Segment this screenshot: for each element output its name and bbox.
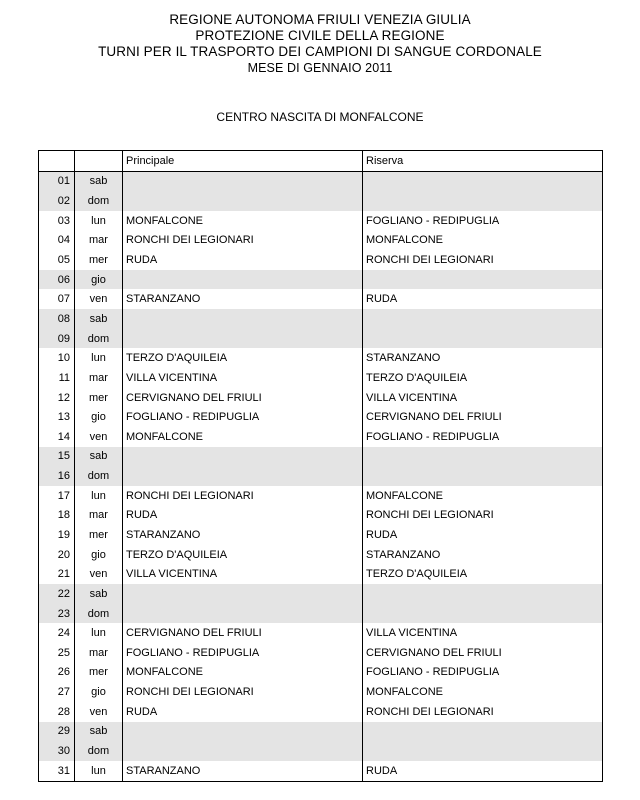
- table-row: [39, 309, 603, 329]
- table-row: [39, 663, 603, 683]
- principale-cell: CERVIGNANO DEL FRIULI: [123, 623, 363, 643]
- principale-cell: MONFALCONE: [123, 211, 363, 231]
- day-number-cell: 22: [39, 584, 75, 604]
- principale-cell: [123, 270, 363, 290]
- weekday-cell: mer: [75, 525, 123, 545]
- table-row: [39, 545, 603, 565]
- day-number-cell: 30: [39, 741, 75, 761]
- principale-cell: RUDA: [123, 702, 363, 722]
- table-row: [39, 584, 603, 604]
- riserva-cell: [363, 270, 603, 290]
- riserva-cell: RUDA: [363, 525, 603, 545]
- riserva-cell: MONFALCONE: [363, 682, 603, 702]
- table-row: [39, 741, 603, 761]
- weekday-cell: ven: [75, 702, 123, 722]
- principale-cell: MONFALCONE: [123, 427, 363, 447]
- riserva-cell: STARANZANO: [363, 545, 603, 565]
- riserva-cell: [363, 329, 603, 349]
- riserva-cell: [363, 604, 603, 624]
- day-number-cell: 07: [39, 289, 75, 309]
- weekday-cell: sab: [75, 584, 123, 604]
- document-title: TURNI PER IL TRASPORTO DEI CAMPIONI DI SANGUE CORDONALE: [98, 44, 542, 59]
- weekday-cell: lun: [75, 348, 123, 368]
- day-number-cell: 08: [39, 309, 75, 329]
- table-row: [39, 368, 603, 388]
- principale-cell: RUDA: [123, 250, 363, 270]
- table-row: [39, 407, 603, 427]
- day-number-cell: 29: [39, 722, 75, 742]
- principale-cell: FOGLIANO - REDIPUGLIA: [123, 643, 363, 663]
- principale-cell: RONCHI DEI LEGIONARI: [123, 682, 363, 702]
- principale-cell: [123, 722, 363, 742]
- principale-cell: [123, 466, 363, 486]
- riserva-cell: [363, 447, 603, 467]
- weekday-cell: ven: [75, 289, 123, 309]
- table-row: [39, 702, 603, 722]
- principale-cell: VILLA VICENTINA: [123, 564, 363, 584]
- principale-cell: [123, 329, 363, 349]
- day-number-cell: 04: [39, 231, 75, 251]
- table-row: [39, 270, 603, 290]
- table-row: [39, 525, 603, 545]
- riserva-cell: MONFALCONE: [363, 486, 603, 506]
- month-title: MESE DI GENNAIO 2011: [247, 61, 393, 75]
- weekday-cell: mar: [75, 506, 123, 526]
- riserva-cell: [363, 722, 603, 742]
- weekday-cell: mer: [75, 250, 123, 270]
- riserva-cell: [363, 741, 603, 761]
- principale-cell: MONFALCONE: [123, 663, 363, 683]
- weekday-cell: sab: [75, 309, 123, 329]
- riserva-cell: CERVIGNANO DEL FRIULI: [363, 643, 603, 663]
- table-row: [39, 447, 603, 467]
- principale-cell: TERZO D'AQUILEIA: [123, 545, 363, 565]
- day-number-cell: 15: [39, 447, 75, 467]
- principale-cell: FOGLIANO - REDIPUGLIA: [123, 407, 363, 427]
- weekday-cell: mar: [75, 643, 123, 663]
- day-number-cell: 23: [39, 604, 75, 624]
- weekday-cell: lun: [75, 623, 123, 643]
- riserva-cell: [363, 466, 603, 486]
- day-number-cell: 12: [39, 388, 75, 408]
- weekday-cell: lun: [75, 761, 123, 781]
- riserva-cell: VILLA VICENTINA: [363, 388, 603, 408]
- principale-cell: TERZO D'AQUILEIA: [123, 348, 363, 368]
- principale-cell: STARANZANO: [123, 761, 363, 781]
- riserva-cell: RONCHI DEI LEGIONARI: [363, 702, 603, 722]
- weekday-cell: sab: [75, 447, 123, 467]
- riserva-cell: VILLA VICENTINA: [363, 623, 603, 643]
- riserva-cell: FOGLIANO - REDIPUGLIA: [363, 211, 603, 231]
- table-row: [39, 348, 603, 368]
- day-number-cell: 28: [39, 702, 75, 722]
- shift-table: [38, 150, 603, 782]
- principale-cell: RUDA: [123, 506, 363, 526]
- day-number-cell: 26: [39, 663, 75, 683]
- column-header-riserva: Riserva: [363, 151, 603, 172]
- table-row: [39, 604, 603, 624]
- riserva-cell: FOGLIANO - REDIPUGLIA: [363, 427, 603, 447]
- weekday-cell: lun: [75, 486, 123, 506]
- table-row: [39, 761, 603, 781]
- table-row: [39, 682, 603, 702]
- riserva-cell: CERVIGNANO DEL FRIULI: [363, 407, 603, 427]
- weekday-cell: ven: [75, 564, 123, 584]
- weekday-cell: dom: [75, 329, 123, 349]
- table-row: [39, 506, 603, 526]
- day-number-cell: 20: [39, 545, 75, 565]
- riserva-cell: TERZO D'AQUILEIA: [363, 368, 603, 388]
- column-header-day: [75, 151, 123, 172]
- table-row: [39, 191, 603, 211]
- riserva-cell: MONFALCONE: [363, 231, 603, 251]
- principale-cell: [123, 741, 363, 761]
- table-row: [39, 722, 603, 742]
- weekday-cell: dom: [75, 191, 123, 211]
- table-body: [39, 171, 603, 781]
- principale-cell: [123, 584, 363, 604]
- table-row: [39, 486, 603, 506]
- table-row: [39, 388, 603, 408]
- weekday-cell: dom: [75, 466, 123, 486]
- riserva-cell: [363, 171, 603, 191]
- table-row: [39, 427, 603, 447]
- table-row: [39, 211, 603, 231]
- riserva-cell: RUDA: [363, 289, 603, 309]
- riserva-cell: RONCHI DEI LEGIONARI: [363, 506, 603, 526]
- day-number-cell: 24: [39, 623, 75, 643]
- weekday-cell: mar: [75, 368, 123, 388]
- riserva-cell: RONCHI DEI LEGIONARI: [363, 250, 603, 270]
- day-number-cell: 14: [39, 427, 75, 447]
- weekday-cell: dom: [75, 741, 123, 761]
- table-row: [39, 289, 603, 309]
- day-number-cell: 01: [39, 171, 75, 191]
- day-number-cell: 09: [39, 329, 75, 349]
- principale-cell: RONCHI DEI LEGIONARI: [123, 486, 363, 506]
- principale-cell: STARANZANO: [123, 289, 363, 309]
- table-row: [39, 231, 603, 251]
- principale-cell: [123, 171, 363, 191]
- weekday-cell: mer: [75, 388, 123, 408]
- weekday-cell: mer: [75, 663, 123, 683]
- document-header: [0, 12, 640, 76]
- riserva-cell: FOGLIANO - REDIPUGLIA: [363, 663, 603, 683]
- riserva-cell: RUDA: [363, 761, 603, 781]
- weekday-cell: sab: [75, 171, 123, 191]
- day-number-cell: 13: [39, 407, 75, 427]
- day-number-cell: 17: [39, 486, 75, 506]
- day-number-cell: 31: [39, 761, 75, 781]
- table-row: [39, 623, 603, 643]
- principale-cell: [123, 309, 363, 329]
- principale-cell: CERVIGNANO DEL FRIULI: [123, 388, 363, 408]
- weekday-cell: sab: [75, 722, 123, 742]
- weekday-cell: gio: [75, 545, 123, 565]
- table-row: [39, 643, 603, 663]
- table-header-row: [39, 151, 603, 172]
- riserva-cell: [363, 309, 603, 329]
- table-row: [39, 329, 603, 349]
- table-row: [39, 171, 603, 191]
- principale-cell: STARANZANO: [123, 525, 363, 545]
- principale-cell: [123, 191, 363, 211]
- weekday-cell: gio: [75, 682, 123, 702]
- principale-cell: RONCHI DEI LEGIONARI: [123, 231, 363, 251]
- region-title: REGIONE AUTONOMA FRIULI VENEZIA GIULIA: [169, 12, 471, 27]
- riserva-cell: STARANZANO: [363, 348, 603, 368]
- weekday-cell: gio: [75, 407, 123, 427]
- weekday-cell: mar: [75, 231, 123, 251]
- weekday-cell: dom: [75, 604, 123, 624]
- table-row: [39, 250, 603, 270]
- day-number-cell: 21: [39, 564, 75, 584]
- weekday-cell: gio: [75, 270, 123, 290]
- riserva-cell: TERZO D'AQUILEIA: [363, 564, 603, 584]
- weekday-cell: ven: [75, 427, 123, 447]
- principale-cell: VILLA VICENTINA: [123, 368, 363, 388]
- day-number-cell: 05: [39, 250, 75, 270]
- day-number-cell: 03: [39, 211, 75, 231]
- principale-cell: [123, 604, 363, 624]
- column-header-principale: Principale: [123, 151, 363, 172]
- riserva-cell: [363, 584, 603, 604]
- day-number-cell: 16: [39, 466, 75, 486]
- day-number-cell: 11: [39, 368, 75, 388]
- principale-cell: [123, 447, 363, 467]
- day-number-cell: 02: [39, 191, 75, 211]
- department-title: PROTEZIONE CIVILE DELLA REGIONE: [195, 28, 445, 43]
- day-number-cell: 10: [39, 348, 75, 368]
- column-header-number: [39, 151, 75, 172]
- weekday-cell: lun: [75, 211, 123, 231]
- day-number-cell: 06: [39, 270, 75, 290]
- day-number-cell: 25: [39, 643, 75, 663]
- birth-center-title: CENTRO NASCITA DI MONFALCONE: [216, 110, 424, 124]
- riserva-cell: [363, 191, 603, 211]
- day-number-cell: 19: [39, 525, 75, 545]
- day-number-cell: 27: [39, 682, 75, 702]
- table-row: [39, 564, 603, 584]
- table-row: [39, 466, 603, 486]
- day-number-cell: 18: [39, 506, 75, 526]
